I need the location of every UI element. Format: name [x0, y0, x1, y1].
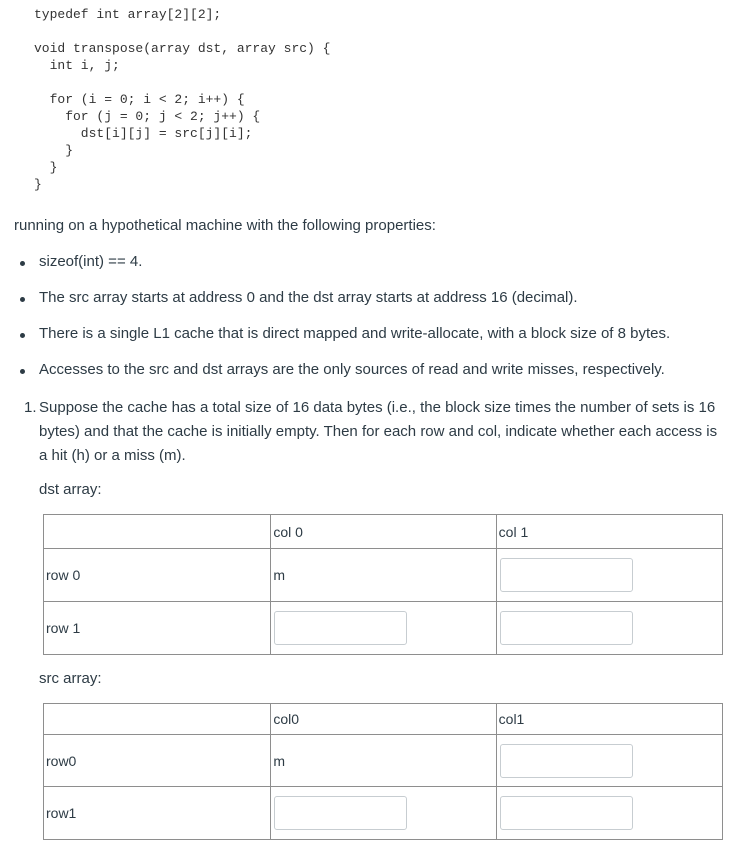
dst-table	[43, 514, 723, 655]
bullet-dot	[20, 261, 25, 266]
column-header: col 1	[496, 515, 722, 549]
src-table	[43, 703, 723, 840]
answer-value: m	[271, 735, 496, 787]
question-text: Suppose the cache has a total size of 16 data bytes (i.e., the block size times the number of sets is 16 bytes) and that the cache is initially empty. Then for each row and col, indicate whether each access is a hit (h) or a miss (m).	[39, 399, 718, 464]
answer-value: m	[271, 549, 496, 602]
answer-input[interactable]	[500, 558, 633, 592]
answer-input[interactable]	[500, 744, 633, 778]
table-row	[44, 787, 723, 840]
bullet-item: The src array starts at address 0 and the dst array starts at address 16 (decimal).	[39, 289, 578, 306]
column-header: col1	[496, 704, 722, 735]
question-number: 1.	[24, 399, 37, 416]
answer-cell	[496, 787, 722, 840]
table-row	[44, 515, 723, 549]
answer-input[interactable]	[500, 611, 633, 645]
code-block: typedef int array[2][2]; void transpose(array dst, array src) { int i, j; for (i = 0; i < 2; i++) { for (j = 0; j < 2; j++) { dst[i][j] = src[j][i]; } } }	[34, 7, 331, 192]
table-corner-cell	[44, 704, 271, 735]
src-array-label: src array:	[39, 670, 102, 687]
table-row	[44, 549, 723, 602]
bullet-item: sizeof(int) == 4.	[39, 253, 143, 270]
bullet-dot	[20, 369, 25, 374]
column-header: col0	[271, 704, 496, 735]
table-row	[44, 735, 723, 787]
answer-input[interactable]	[500, 796, 633, 830]
answer-cell	[496, 602, 722, 655]
answer-cell	[496, 549, 722, 602]
row-header: row 0	[44, 549, 271, 602]
dst-array-label: dst array:	[39, 481, 102, 498]
row-header: row1	[44, 787, 271, 840]
column-header: col 0	[271, 515, 496, 549]
answer-cell	[496, 735, 722, 787]
answer-cell	[271, 787, 496, 840]
bullet-item: There is a single L1 cache that is direct mapped and write-allocate, with a block size of 8 bytes.	[39, 325, 671, 342]
table-corner-cell	[44, 515, 271, 549]
answer-input[interactable]	[274, 611, 407, 645]
answer-cell	[271, 602, 496, 655]
row-header: row0	[44, 735, 271, 787]
bullet-dot	[20, 333, 25, 338]
table-row	[44, 704, 723, 735]
answer-input[interactable]	[274, 796, 407, 830]
table-row	[44, 602, 723, 655]
bullet-dot	[20, 297, 25, 302]
row-header: row 1	[44, 602, 271, 655]
intro-text: running on a hypothetical machine with the following properties:	[14, 217, 436, 234]
bullet-item: Accesses to the src and dst arrays are the only sources of read and write misses, respectively.	[39, 361, 665, 378]
